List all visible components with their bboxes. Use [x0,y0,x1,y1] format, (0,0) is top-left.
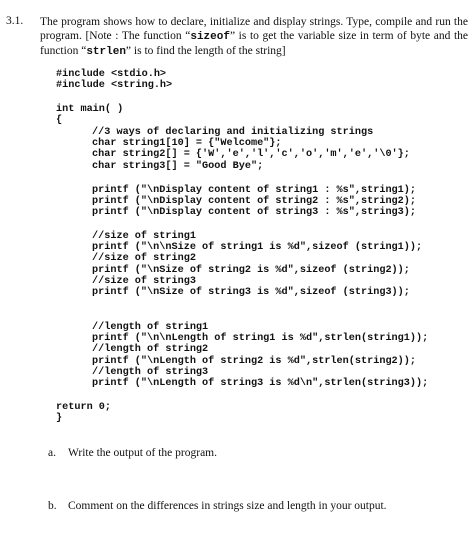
code-declarations [56,127,410,172]
subquestion-text: Comment on the differences in strings size and length in your output. [68,500,387,512]
code-includes [56,69,172,91]
code-line: #include <string.h> [56,80,173,92]
code-line: printf ("\n\nLength of string1 is %d",strlen(string1)); [92,333,429,345]
intro-text-1: The program shows how to declare, initialize and display strings. Type, compile and run the program. [Note : The function “ [40,16,468,42]
code-line: printf ("\n\nSize of string1 is %d",sizeof (string1)); [92,242,423,254]
intro-text-2: ” is to get the variable size in term of byte and the function “ [40,30,469,57]
code-comment: //length of string1 [92,322,209,333]
code-comment: //length of string2 [92,344,209,356]
code-line: #include <stdio.h> [56,69,167,80]
code-line: printf ("\nDisplay content of string2 : %s",string2); [92,196,417,208]
code-line: printf ("\nLength of string3 is %d\n",strlen(string3)); [92,378,429,390]
subquestion-letter: a. [48,447,56,459]
subquestion-text: Write the output of the program. [68,447,217,459]
strlen-keyword: strlen [86,46,126,58]
subquestion-letter: b. [48,500,57,512]
intro-text-3: ” is to find the length of the string] [125,45,286,57]
code-line: printf ("\nDisplay content of string3 : %s",string3); [92,207,417,219]
question-intro [40,15,468,59]
code-comment: //3 ways of declaring and initializing strings [92,127,374,138]
question-number: 3.1. [6,15,24,27]
code-comment: //size of string1 [92,231,196,242]
code-line: char string3[] = "Good Bye"; [92,160,264,172]
code-line: int main( ) [56,104,124,115]
code-line: char string2[] = {'W','e','l','c','o','m','e','\0'}; [92,149,410,161]
code-main-open [56,104,123,126]
code-line: printf ("\nSize of string3 is %d",sizeof (string3)); [92,287,410,299]
code-strlen-block [56,322,428,389]
code-line: printf ("\nDisplay content of string1 : %s",string1); [92,185,417,196]
code-line: char string1[10] = {"Welcome"}; [92,138,282,150]
subquestion-a [48,447,217,459]
code-line: { [56,115,63,127]
code-comment: //size of string2 [92,253,196,265]
code-printf-display [56,185,416,219]
code-line: return 0; [56,402,112,413]
sizeof-keyword: sizeof [190,31,230,43]
code-comment: //size of string3 [92,275,196,287]
code-return [56,402,111,424]
code-comment: //length of string3 [92,366,209,378]
subquestion-b [48,500,387,512]
code-line: printf ("\nLength of string2 is %d",strlen(string2)); [92,355,417,367]
code-line: } [56,413,63,425]
code-line: printf ("\nSize of string2 is %d",sizeof (string2)); [92,264,410,276]
code-sizeof-block [56,231,422,298]
